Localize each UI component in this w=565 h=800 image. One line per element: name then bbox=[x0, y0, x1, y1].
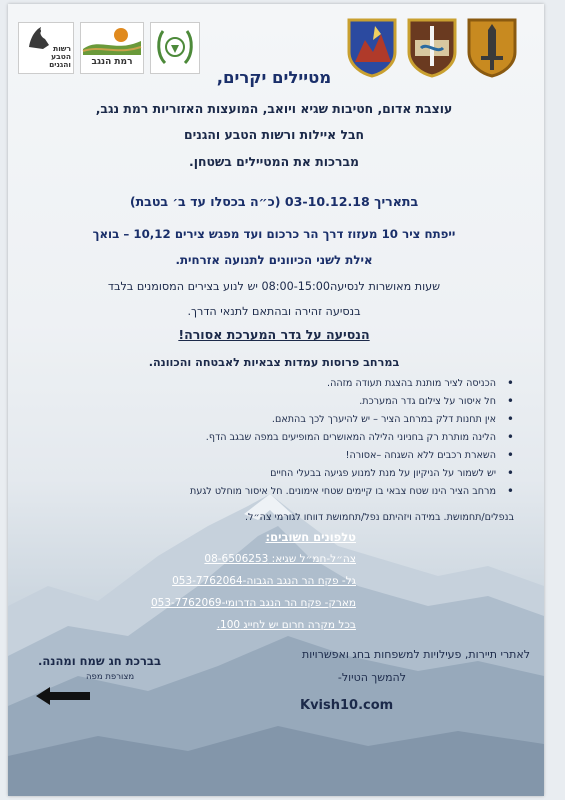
ramat-hanegev-logo bbox=[80, 22, 144, 74]
list-item: • יש לשמור על הניקיון על מנת למנוע פגיעה בבעלי החיים bbox=[34, 468, 514, 480]
nature-parks-authority-text: רשות הטבע והגנים bbox=[49, 44, 71, 69]
regional-council-emblem-icon bbox=[151, 23, 199, 73]
date-line: בתאריך 03-10.12.18 (כ״ה בכסלו עד ב׳ בטבת) bbox=[129, 194, 419, 209]
flyer-sheet bbox=[8, 4, 544, 796]
intro-line-2: חבל איילות ורשות הטבע והגנים bbox=[183, 127, 365, 142]
phone-mark-inspector[interactable]: מארק- פקח הר הנגב הדרומי-053-7762069 bbox=[150, 597, 356, 609]
list-item: • חל איסור על צילום גדר המערכת. bbox=[34, 396, 514, 408]
desert-sun-icon bbox=[81, 23, 143, 55]
list-item: • אין תחנות דלק במרחב הציר – יש להיערך לכך בהתאם. bbox=[34, 414, 514, 426]
opening-line-1: ייפתח ציר 10 מעזוז דרך הר כרכום ועד מפגש צירים 10,12 – בואך bbox=[92, 227, 456, 241]
list-item: • הכניסה לציר מותנת בהצגת תעודה מזהה. bbox=[34, 378, 514, 390]
phone-sagi-hq[interactable]: צה״ל-חמ״ל שגיא: 08-6506253 bbox=[204, 553, 356, 565]
website-link[interactable]: Kvish10.com bbox=[300, 698, 394, 713]
tourism-line-2: להמשך הטיול- bbox=[337, 671, 406, 684]
military-note: במרחב פרוסות עמדות צבאיות לאבטחה והכוונה. bbox=[148, 356, 400, 369]
list-item: • מרחב הציר הינו שטח צבאי בו קיימים שטחי אימונים. חל איסור מוחלט לגעת bbox=[34, 486, 514, 498]
holiday-greeting: בברכת חג שמח ומהנה. bbox=[38, 654, 161, 668]
arrow-left-icon[interactable] bbox=[36, 687, 90, 705]
phone-gal-inspector[interactable]: גל- פקח הר הנגב הגבוה-053-7762064 bbox=[172, 575, 356, 587]
phones-title: טלפונים חשובים: bbox=[265, 530, 356, 544]
rules-continuation: בנפלים/תחמושת. במידה ויזהיתם נפל/תחמושת דווחו לגורמי צה״ל. bbox=[244, 512, 514, 523]
opening-line-2: אילת לשני הכיוונים לתנועה אזרחית. bbox=[175, 253, 373, 267]
emergency-line[interactable]: בכל מקרה חרום יש לחייג 100. bbox=[216, 619, 356, 631]
greeting-heading: מטיילים יקרים, bbox=[216, 68, 332, 87]
hours-line-2: בנסיעה זהירה ובהתאם לתנאי הדרך. bbox=[187, 305, 361, 318]
intro-line-1: עוצבת אדום, חטיבות שגיא ויואב, המועצות האזוריות רמת נגב, bbox=[95, 101, 453, 116]
ramat-hanegev-text: רמת הנגב bbox=[91, 57, 133, 67]
regional-council-emblem bbox=[150, 22, 200, 74]
nature-parks-authority-logo bbox=[18, 22, 74, 74]
map-note: מצורפת מפה bbox=[86, 672, 135, 682]
list-item: • הלינה מותרת רק בחניוני הלילה המאושרים המופיעים במפה שבגב הדף. bbox=[34, 432, 514, 444]
list-item: • השארת רכבים ללא השגחה –אסורה! bbox=[34, 450, 514, 462]
rules-list bbox=[34, 378, 514, 500]
tourism-line-1: לאתרי תיירות, פעילויות למשפחות בחג ואפשרויות bbox=[301, 648, 530, 661]
fence-warning: הנסיעה על גדר המערכת אסורה! bbox=[178, 327, 370, 342]
hours-line-1: שעות מאושרות לנסיעה08:00-15:00 יש לנוע בצירים המסומנים בלבד bbox=[107, 280, 441, 293]
intro-line-3: מברכות את המטיילים בשטחן. bbox=[189, 154, 359, 169]
